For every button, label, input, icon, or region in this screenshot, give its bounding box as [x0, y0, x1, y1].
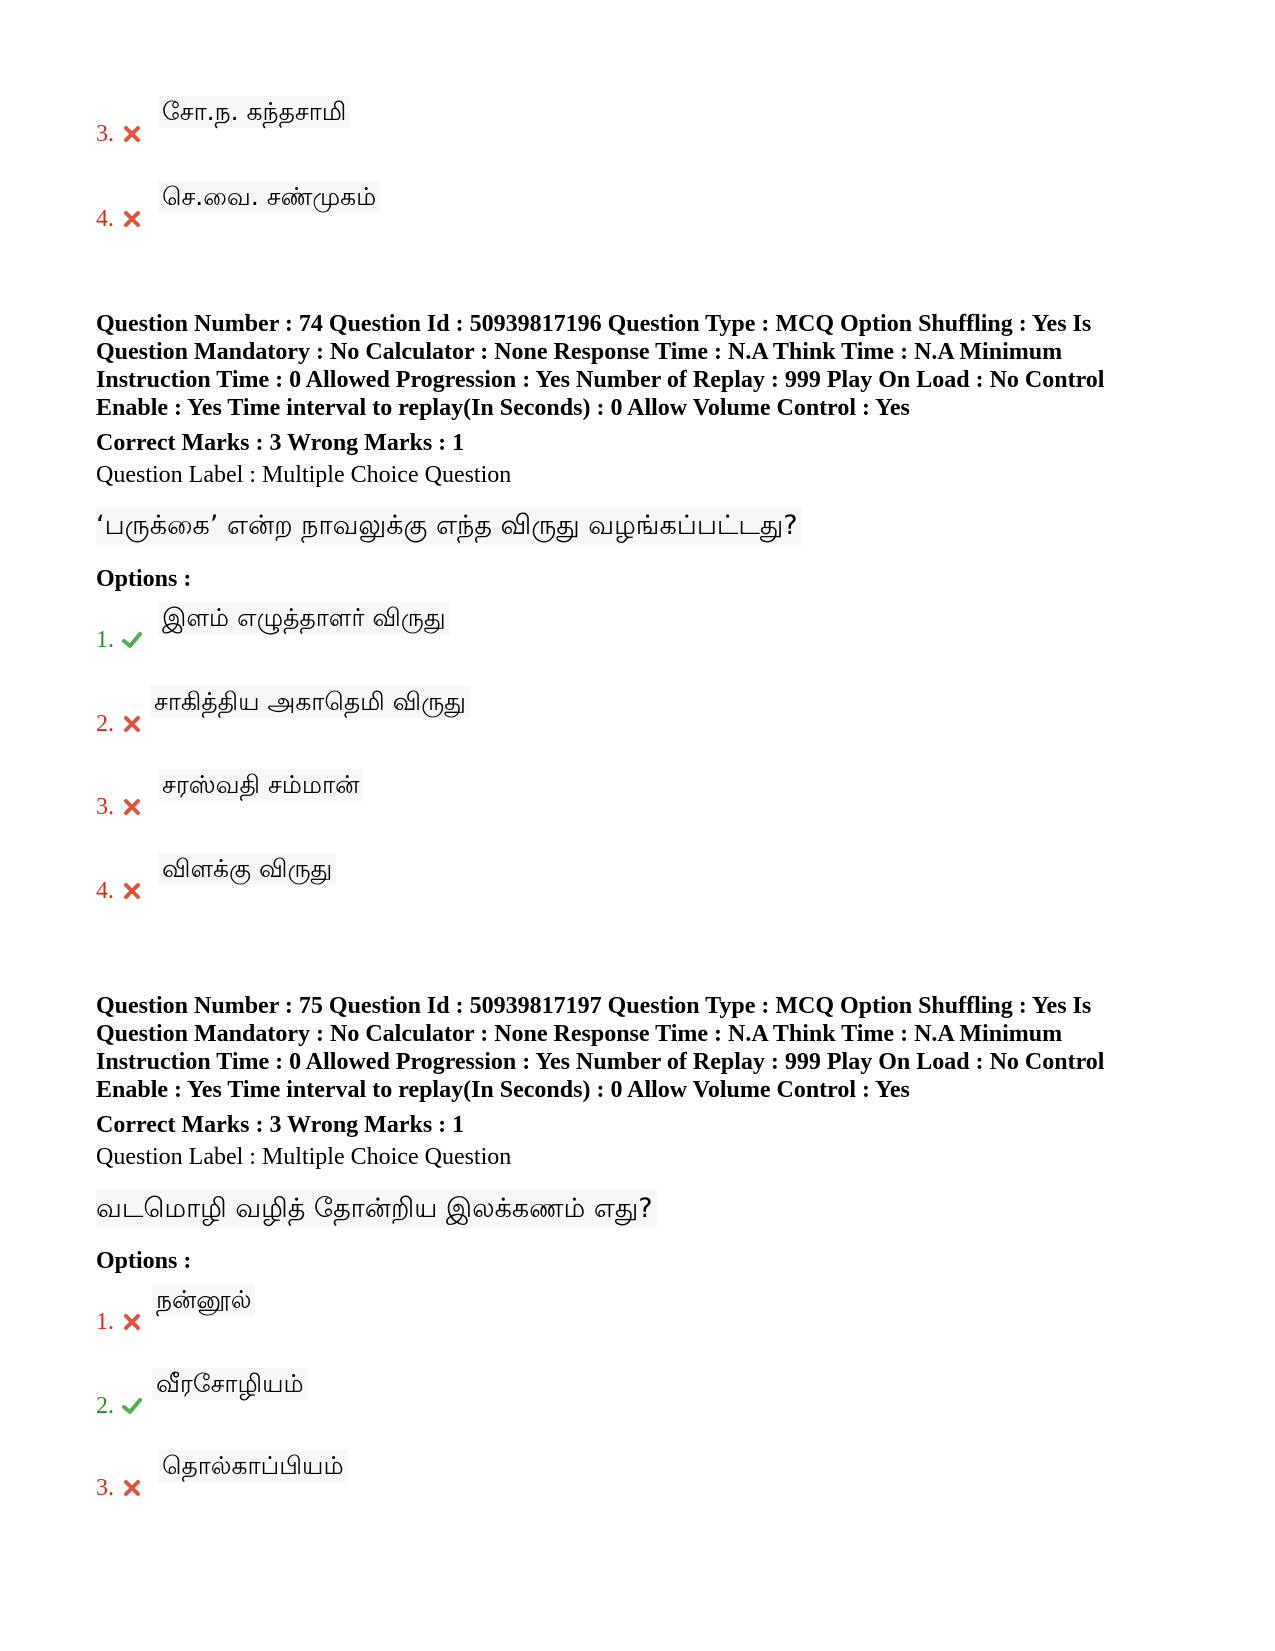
- question-label: Question Label : Multiple Choice Question: [96, 1144, 512, 1170]
- question-text: வடமொழி வழித் தோன்றிய இலக்கணம் எது?: [96, 1190, 657, 1228]
- option-row: [96, 602, 796, 652]
- metadata-line: Question Number : 75 Question Id : 50939817197 Question Type : MCQ Option Shuffling : Yes Is: [96, 993, 1092, 1019]
- option-text: விளக்கு விருது: [158, 853, 336, 885]
- option-number: 3.: [96, 794, 114, 820]
- option-text: சரஸ்வதி சம்மான்: [158, 769, 363, 801]
- option-number: 4.: [96, 206, 114, 232]
- options-heading: Options :: [96, 566, 192, 592]
- cross-icon: [122, 797, 142, 817]
- option-row: [96, 1284, 796, 1334]
- metadata-line: Instruction Time : 0 Allowed Progression : Yes Number of Replay : 999 Play On Load : No Control: [96, 367, 1105, 393]
- option-text: நன்னூல்: [152, 1284, 255, 1316]
- question-label: Question Label : Multiple Choice Question: [96, 462, 512, 488]
- option-number: 1.: [96, 627, 114, 653]
- cross-icon: [122, 1478, 142, 1498]
- option-text: செ.வை. சண்முகம்: [158, 181, 380, 213]
- question-text: ‘பருக்கை’ என்ற நாவலுக்கு எந்த விருது வழங்கப்பட்டது?: [96, 507, 802, 545]
- option-text: தொல்காப்பியம்: [158, 1450, 348, 1482]
- option-number: 4.: [96, 878, 114, 904]
- options-heading: Options :: [96, 1248, 192, 1274]
- metadata-line: Enable : Yes Time interval to replay(In Seconds) : 0 Allow Volume Control : Yes: [96, 1077, 910, 1103]
- cross-icon: [122, 714, 142, 734]
- cross-icon: [122, 881, 142, 901]
- metadata-line: Instruction Time : 0 Allowed Progression : Yes Number of Replay : 999 Play On Load : No Control: [96, 1049, 1105, 1075]
- cross-icon: [122, 1312, 142, 1332]
- question-metadata: [96, 992, 1196, 1104]
- cross-icon: [122, 124, 142, 144]
- check-icon: [122, 1396, 142, 1416]
- question-metadata: [96, 310, 1196, 422]
- option-row: [96, 1368, 796, 1418]
- option-number: 1.: [96, 1309, 114, 1335]
- option-row: [96, 853, 796, 903]
- option-number: 2.: [96, 1393, 114, 1419]
- marks-info: Correct Marks : 3 Wrong Marks : 1: [96, 1112, 465, 1138]
- metadata-line: Enable : Yes Time interval to replay(In Seconds) : 0 Allow Volume Control : Yes: [96, 395, 910, 421]
- option-number: 3.: [96, 1475, 114, 1501]
- option-row: [96, 769, 796, 819]
- option-text: இளம் எழுத்தாளர் விருது: [158, 602, 450, 634]
- metadata-line: Question Mandatory : No Calculator : None Response Time : N.A Think Time : N.A Minimum: [96, 339, 1063, 365]
- option-text: சோ.ந. கந்தசாமி: [158, 96, 350, 128]
- metadata-line: Question Number : 74 Question Id : 50939817196 Question Type : MCQ Option Shuffling : Yes Is: [96, 311, 1092, 337]
- option-number: 2.: [96, 711, 114, 737]
- option-row: [96, 96, 796, 146]
- check-icon: [122, 630, 142, 650]
- option-number: 3.: [96, 121, 114, 147]
- marks-info: Correct Marks : 3 Wrong Marks : 1: [96, 430, 465, 456]
- option-text: சாகித்திய அகாதெமி விருது: [150, 686, 470, 718]
- option-row: [96, 1450, 796, 1500]
- option-row: [96, 181, 796, 231]
- option-text: வீரசோழியம்: [152, 1368, 308, 1400]
- option-row: [96, 686, 796, 736]
- metadata-line: Question Mandatory : No Calculator : None Response Time : N.A Think Time : N.A Minimum: [96, 1021, 1063, 1047]
- cross-icon: [122, 209, 142, 229]
